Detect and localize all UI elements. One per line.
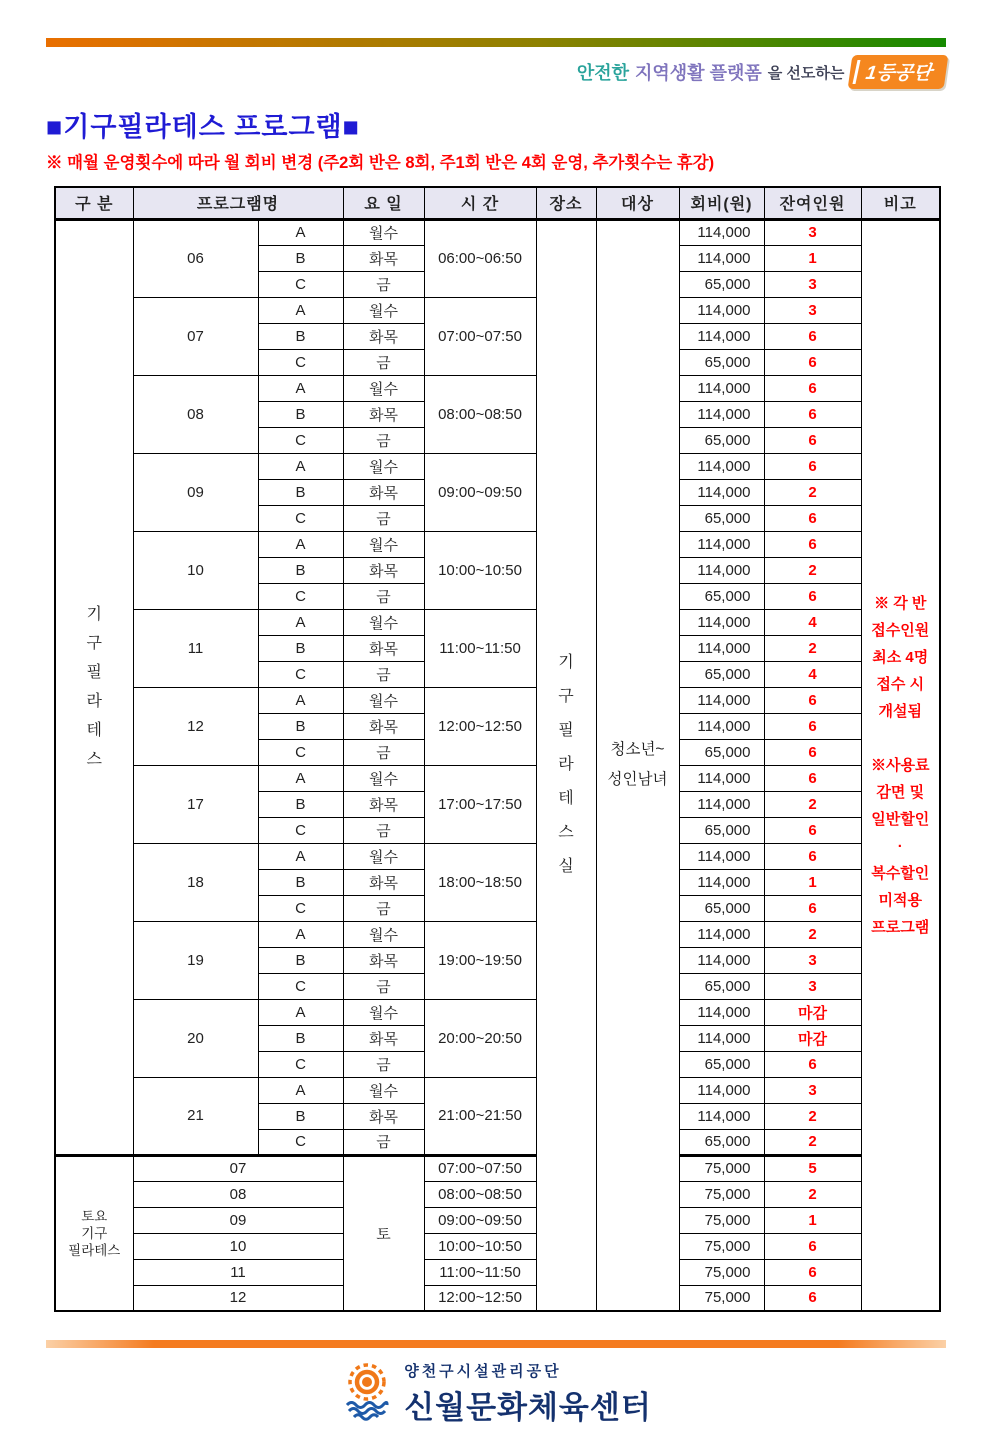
class-days-cell: 월수 [343,687,424,713]
remaining-cell: 6 [764,739,861,765]
fee-cell: 65,000 [679,1129,764,1155]
program-number-cell: 07 [133,1155,343,1181]
schedule-row [55,765,940,791]
remaining-cell: 6 [764,531,861,557]
remaining-cell: 2 [764,921,861,947]
remaining-cell: 3 [764,271,861,297]
class-days-cell: 금 [343,427,424,453]
time-cell: 10:00~10:50 [424,531,536,609]
fee-cell: 114,000 [679,1077,764,1103]
remaining-cell: 6 [764,843,861,869]
class-name-cell: C [258,895,343,921]
remaining-cell: 6 [764,687,861,713]
time-cell: 08:00~08:50 [424,1181,536,1207]
class-name-cell: A [258,999,343,1025]
class-days-cell: 화목 [343,947,424,973]
footer-center-name: 신월문화체육센터 [404,1390,652,1425]
fee-cell: 114,000 [679,297,764,323]
class-name-cell: C [258,817,343,843]
class-name-cell: C [258,1051,343,1077]
schedule-row [55,999,940,1025]
class-days-cell: 금 [343,895,424,921]
fee-cell: 114,000 [679,531,764,557]
saturday-schedule-row [55,1155,940,1181]
class-days-cell: 금 [343,271,424,297]
fee-cell: 114,000 [679,921,764,947]
remaining-cell: 1 [764,1207,861,1233]
footer-organization: 양천구시설관리공단 [404,1363,562,1380]
fee-cell: 114,000 [679,947,764,973]
fee-cell: 114,000 [679,453,764,479]
time-cell: 08:00~08:50 [424,375,536,453]
remaining-cell: 6 [764,817,861,843]
time-cell: 18:00~18:50 [424,843,536,921]
class-name-cell: C [258,349,343,375]
slogan-part2: 지역생활 플랫폼 [635,63,762,83]
class-days-cell: 화목 [343,713,424,739]
schedule-row [55,609,940,635]
program-number-cell: 08 [133,375,258,453]
fee-cell: 114,000 [679,401,764,427]
category-label-saturday: 토요 기구 필라테스 [55,1155,133,1311]
remaining-cell: 4 [764,661,861,687]
class-days-cell: 월수 [343,1077,424,1103]
class-name-cell: A [258,531,343,557]
remaining-cell: 3 [764,1077,861,1103]
class-name-cell: B [258,557,343,583]
remaining-cell: 6 [764,453,861,479]
fee-cell: 65,000 [679,1051,764,1077]
class-days-cell: 금 [343,583,424,609]
fee-cell: 114,000 [679,245,764,271]
time-cell: 12:00~12:50 [424,687,536,765]
saturday-day-cell: 토 [343,1155,424,1311]
class-days-cell: 금 [343,661,424,687]
remaining-cell: 3 [764,973,861,999]
class-name-cell: A [258,453,343,479]
class-days-cell: 화목 [343,479,424,505]
slogan-row [46,55,946,89]
fee-cell: 114,000 [679,713,764,739]
remaining-cell: 2 [764,1103,861,1129]
class-name-cell: B [258,791,343,817]
fee-cell: 65,000 [679,271,764,297]
fee-cell: 65,000 [679,973,764,999]
time-cell: 06:00~06:50 [424,219,536,297]
saturday-schedule-row [55,1181,940,1207]
col-header-remaining: 잔여인원 [764,187,861,219]
col-header-time: 시 간 [424,187,536,219]
class-days-cell: 월수 [343,999,424,1025]
class-name-cell: A [258,765,343,791]
fee-cell: 65,000 [679,349,764,375]
class-name-cell: B [258,245,343,271]
program-number-cell: 17 [133,765,258,843]
schedule-table-body [55,219,940,1311]
fee-cell: 65,000 [679,739,764,765]
remaining-cell: 6 [764,323,861,349]
class-days-cell: 화목 [343,401,424,427]
class-name-cell: B [258,401,343,427]
schedule-row [55,297,940,323]
col-header-remark: 비고 [861,187,940,219]
schedule-row [55,921,940,947]
fee-cell: 114,000 [679,687,764,713]
remaining-cell: 6 [764,375,861,401]
program-schedule-table [54,186,941,1312]
program-number-cell: 10 [133,1233,343,1259]
class-days-cell: 월수 [343,609,424,635]
class-days-cell: 금 [343,739,424,765]
class-name-cell: A [258,219,343,245]
program-number-cell: 08 [133,1181,343,1207]
program-number-cell: 12 [133,687,258,765]
class-days-cell: 화목 [343,1025,424,1051]
fee-cell: 114,000 [679,375,764,401]
fee-cell: 75,000 [679,1233,764,1259]
col-header-category: 구 분 [55,187,133,219]
sun-wave-logo-icon [340,1360,394,1427]
footer-logo [46,1360,946,1427]
schedule-row [55,453,940,479]
class-name-cell: C [258,583,343,609]
class-name-cell: A [258,687,343,713]
time-cell: 09:00~09:50 [424,453,536,531]
fee-cell: 114,000 [679,1025,764,1051]
remaining-cell: 1 [764,245,861,271]
class-days-cell: 월수 [343,297,424,323]
remaining-cell: 6 [764,349,861,375]
class-days-cell: 금 [343,505,424,531]
fee-cell: 75,000 [679,1207,764,1233]
time-cell: 11:00~11:50 [424,609,536,687]
program-number-cell: 19 [133,921,258,999]
class-days-cell: 금 [343,1051,424,1077]
remaining-cell: 3 [764,297,861,323]
fee-cell: 114,000 [679,219,764,245]
fee-cell: 114,000 [679,1103,764,1129]
class-name-cell: A [258,297,343,323]
class-days-cell: 금 [343,973,424,999]
time-cell: 12:00~12:50 [424,1285,536,1311]
col-header-program: 프로그램명 [133,187,343,219]
schedule-row [55,531,940,557]
remaining-cell: 2 [764,791,861,817]
remaining-cell: 6 [764,765,861,791]
remaining-cell: 5 [764,1155,861,1181]
fee-cell: 114,000 [679,869,764,895]
slogan-part1: 안전한 [576,63,630,83]
class-days-cell: 화목 [343,791,424,817]
class-name-cell: C [258,1129,343,1155]
page-title: ■기구필라테스 프로그램■ [46,112,360,142]
class-days-cell: 화목 [343,245,424,271]
remaining-cell: 6 [764,1051,861,1077]
remaining-cell: 6 [764,505,861,531]
class-name-cell: C [258,271,343,297]
class-days-cell: 월수 [343,453,424,479]
program-number-cell: 11 [133,1259,343,1285]
slogan-part3: 을 선도하는 [767,64,845,82]
saturday-schedule-row [55,1207,940,1233]
table-header-row [55,187,940,219]
schedule-row [55,843,940,869]
class-name-cell: A [258,1077,343,1103]
saturday-schedule-row [55,1233,940,1259]
fee-cell: 114,000 [679,999,764,1025]
schedule-row [55,219,940,245]
time-cell: 11:00~11:50 [424,1259,536,1285]
time-cell: 20:00~20:50 [424,999,536,1077]
program-number-cell: 21 [133,1077,258,1155]
program-number-cell: 18 [133,843,258,921]
class-days-cell: 금 [343,349,424,375]
program-number-cell: 09 [133,453,258,531]
fee-cell: 65,000 [679,505,764,531]
class-name-cell: C [258,661,343,687]
fee-cell: 75,000 [679,1259,764,1285]
class-days-cell: 화목 [343,1103,424,1129]
time-cell: 19:00~19:50 [424,921,536,999]
class-days-cell: 금 [343,1129,424,1155]
fee-cell: 75,000 [679,1285,764,1311]
fee-cell: 65,000 [679,583,764,609]
fee-cell: 114,000 [679,609,764,635]
class-name-cell: A [258,609,343,635]
remaining-cell: 6 [764,1233,861,1259]
class-days-cell: 화목 [343,635,424,661]
class-name-cell: B [258,323,343,349]
top-gradient-bar [46,38,946,47]
remaining-cell: 마감 [764,1025,861,1051]
col-header-target: 대상 [596,187,679,219]
col-header-day: 요 일 [343,187,424,219]
remaining-cell: 6 [764,583,861,609]
class-name-cell: B [258,1103,343,1129]
remaining-cell: 6 [764,1259,861,1285]
remaining-cell: 6 [764,1285,861,1311]
class-name-cell: A [258,843,343,869]
program-number-cell: 20 [133,999,258,1077]
time-cell: 07:00~07:50 [424,297,536,375]
fee-cell: 114,000 [679,635,764,661]
remaining-cell: 6 [764,895,861,921]
remaining-cell: 2 [764,557,861,583]
class-days-cell: 월수 [343,921,424,947]
fee-cell: 114,000 [679,323,764,349]
class-name-cell: B [258,1025,343,1051]
col-header-place: 장소 [536,187,596,219]
fee-cell: 65,000 [679,817,764,843]
remaining-cell: 3 [764,947,861,973]
fee-change-note: ※ 매월 운영횟수에 따라 월 회비 변경 (주2회 반은 8회, 주1회 반은 4회 운영, 추가횟수는 휴강) [46,154,715,172]
fee-cell: 65,000 [679,427,764,453]
class-name-cell: C [258,505,343,531]
program-number-cell: 12 [133,1285,343,1311]
time-cell: 21:00~21:50 [424,1077,536,1155]
remaining-cell: 2 [764,635,861,661]
class-days-cell: 화목 [343,869,424,895]
remaining-cell: 2 [764,479,861,505]
class-name-cell: C [258,427,343,453]
program-number-cell: 10 [133,531,258,609]
fee-cell: 65,000 [679,661,764,687]
class-name-cell: B [258,635,343,661]
first-place-badge: 1등공단 [848,55,948,89]
program-number-cell: 07 [133,297,258,375]
time-cell: 09:00~09:50 [424,1207,536,1233]
category-label-main: 기 구 필 라 테 스 [55,219,133,1155]
fee-cell: 114,000 [679,791,764,817]
fee-cell: 75,000 [679,1181,764,1207]
col-header-fee: 회비(원) [679,187,764,219]
program-number-cell: 09 [133,1207,343,1233]
time-cell: 10:00~10:50 [424,1233,536,1259]
remaining-cell: 1 [764,869,861,895]
fee-cell: 114,000 [679,765,764,791]
fee-cell: 65,000 [679,895,764,921]
saturday-schedule-row [55,1259,940,1285]
remark-cell: ※ 각 반 접수인원 최소 4명 접수 시 개설됨 ※사용료 감면 및 일반할인 · 복수할인 미적용 프로그램 [861,219,940,1311]
target-cell: 청소년~ 성인남녀 [596,219,679,1311]
class-name-cell: C [258,739,343,765]
class-name-cell: A [258,921,343,947]
class-name-cell: A [258,375,343,401]
class-name-cell: C [258,973,343,999]
class-name-cell: B [258,479,343,505]
schedule-row [55,687,940,713]
fee-cell: 114,000 [679,557,764,583]
fee-cell: 114,000 [679,479,764,505]
schedule-row [55,375,940,401]
class-days-cell: 금 [343,817,424,843]
remaining-cell: 3 [764,219,861,245]
remaining-cell: 6 [764,427,861,453]
class-days-cell: 월수 [343,219,424,245]
remaining-cell: 6 [764,401,861,427]
fee-cell: 114,000 [679,843,764,869]
remaining-cell: 2 [764,1181,861,1207]
place-cell: 기 구 필 라 테 스 실 [536,219,596,1311]
remaining-cell: 6 [764,713,861,739]
schedule-row [55,1077,940,1103]
class-days-cell: 월수 [343,843,424,869]
class-days-cell: 월수 [343,375,424,401]
time-cell: 07:00~07:50 [424,1155,536,1181]
class-days-cell: 월수 [343,765,424,791]
remaining-cell: 4 [764,609,861,635]
class-name-cell: B [258,713,343,739]
remaining-cell: 마감 [764,999,861,1025]
saturday-schedule-row [55,1285,940,1311]
footer-orange-bar [46,1340,946,1348]
program-number-cell: 06 [133,219,258,297]
class-name-cell: B [258,947,343,973]
class-days-cell: 화목 [343,323,424,349]
class-name-cell: B [258,869,343,895]
class-days-cell: 화목 [343,557,424,583]
fee-cell: 75,000 [679,1155,764,1181]
program-number-cell: 11 [133,609,258,687]
time-cell: 17:00~17:50 [424,765,536,843]
remaining-cell: 2 [764,1129,861,1155]
class-days-cell: 월수 [343,531,424,557]
